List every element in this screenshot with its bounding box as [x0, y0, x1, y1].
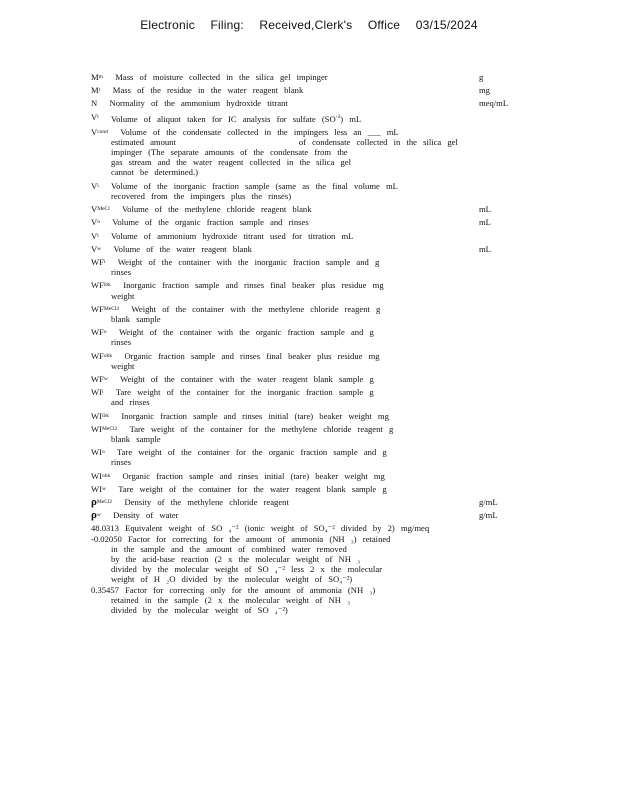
entry-description: Mass of moisture collected in the silica gel impinger	[102, 72, 328, 82]
entry-description: Weight of the container with the methylene chloride reagent g	[119, 303, 381, 314]
entry-subscript: MeCl2	[96, 498, 113, 505]
entry-unit: meq/mL	[479, 98, 509, 109]
entry-symbol: ρ	[91, 509, 97, 522]
header-electronic: Electronic	[140, 18, 195, 32]
entry-description: Density of water	[100, 510, 179, 521]
entry-continuation: gas stream and the water reagent collected in the silica gel	[111, 157, 351, 168]
entry-subscript: ibk	[101, 412, 110, 419]
entry-symbol: M	[91, 72, 99, 82]
entry-symbol: V	[91, 180, 98, 191]
entry-subscript: w	[103, 375, 108, 382]
entry-description: Volume of the organic fraction sample and rinses	[99, 217, 309, 228]
entry-subscript: ibk	[103, 282, 111, 289]
entry-subscript: m	[98, 74, 103, 80]
entry-continuation: cannot be determined.)	[111, 167, 198, 178]
entry-continuation: and rinses	[111, 397, 150, 408]
nomenclature-entry	[91, 304, 611, 314]
entry-subscript: t	[97, 113, 99, 120]
entry-subscript: o	[103, 329, 107, 336]
nomenclature-entry	[91, 181, 611, 191]
entry-subscript: i	[101, 389, 104, 396]
nomenclature-entry	[91, 510, 611, 520]
entry-subscript: i	[103, 258, 106, 265]
nomenclature-entry	[91, 231, 611, 241]
entry-subscript: obk	[103, 352, 113, 359]
entry-description: Normality of the ammonium hydroxide titrant	[97, 98, 288, 109]
entry-symbol: WI	[91, 410, 102, 421]
nomenclature-entry	[91, 484, 611, 494]
entry-symbol: WI	[91, 483, 102, 494]
entry-symbol: M	[91, 85, 99, 96]
entry-subscript: w	[101, 485, 106, 492]
entry-symbol: WF	[91, 256, 104, 267]
factor-line: -0.02050 Factor for correcting for the amount of ammonia (NH ₃) retained	[91, 533, 391, 544]
filing-header	[0, 18, 618, 32]
entry-symbol: V	[91, 230, 98, 241]
entry-symbol: WF	[91, 280, 104, 291]
entry-unit: mg	[479, 85, 490, 96]
entry-continuation: rinses	[111, 457, 132, 468]
entry-symbol: V	[91, 204, 98, 215]
entry-symbol: WI	[91, 470, 102, 481]
entry-unit: g/mL	[479, 510, 498, 521]
entry-description: Organic fraction sample and rinses final beaker plus residue mg	[112, 350, 380, 361]
nomenclature-entry	[91, 98, 611, 108]
entry-superscript: -2	[335, 113, 341, 120]
entry-symbol: V	[91, 126, 98, 137]
entry-description: Weight of the container with the organic fraction sample and g	[106, 327, 374, 338]
nomenclature-entry	[91, 85, 611, 95]
nomenclature-entry	[91, 127, 611, 137]
entry-continuation: impinger (The separate amounts of the condensate from the	[111, 147, 348, 158]
factor-line: 48.0313 Equivalent weight of SO ₄⁻² (ionic weight of SO₄⁻² divided by 2) mg/meq	[91, 523, 430, 534]
entry-description: Volume of the condensate collected in the impingers less an ___ mL	[107, 126, 399, 137]
factor-continuation: by the acid-base reaction (2 x the molecular weight of NH ₃	[111, 553, 361, 564]
entry-description: Volume of the methylene chloride reagent blank	[109, 204, 312, 215]
entry-symbol: V	[91, 111, 98, 122]
entry-continuation: rinses	[111, 337, 132, 348]
nomenclature-list	[91, 72, 611, 615]
entry-subscript: o	[97, 219, 100, 226]
entry-description: Weight of the container with the inorganic fraction sample and g	[105, 256, 380, 267]
entry-description: Inorganic fraction sample and rinses final beaker plus residue mg	[110, 280, 384, 291]
entry-description: Organic fraction sample and rinses initial (tare) beaker weight mg	[110, 470, 385, 481]
header-office: Office	[367, 18, 401, 32]
entry-continuation: weight	[111, 290, 135, 301]
factor-continuation: retained in the sample (2 x the molecular weight of NH ₃	[111, 594, 351, 605]
entry-description: Mass of the residue in the water reagent blank	[100, 85, 304, 96]
nomenclature-entry	[91, 447, 611, 457]
entry-subscript: cond	[97, 128, 108, 135]
entry-description: Tare weight of the container for the organic fraction sample and g	[104, 447, 387, 458]
entry-continuation: rinses	[111, 267, 132, 278]
entry-subscript: i	[97, 182, 99, 189]
entry-subscript: t	[97, 232, 99, 239]
entry-symbol: WF	[91, 303, 104, 314]
nomenclature-entry	[91, 411, 611, 421]
entry-symbol: V	[91, 243, 98, 254]
nomenclature-entry	[91, 351, 611, 361]
entry-continuation: weight	[111, 360, 135, 371]
entry-description: Volume of aliquot taken for IC analysis for sulfate $(SO^{-2})$ mL	[98, 113, 362, 124]
entry-symbol: WI	[91, 387, 102, 398]
nomenclature-entry	[91, 72, 611, 82]
header-received: Received,Clerk's	[259, 18, 353, 32]
nomenclature-entry	[91, 244, 611, 254]
entry-symbol: WF	[91, 327, 104, 338]
nomenclature-entry	[91, 424, 611, 434]
entry-description: Tare weight of the container for the water reagent blank sample g	[105, 483, 387, 494]
entry-subscript: o	[101, 449, 105, 456]
entry-symbol: ρ	[91, 495, 97, 508]
entry-unit: mL	[479, 217, 491, 228]
nomenclature-entry	[91, 257, 611, 267]
entry-subscript: MeCl	[97, 206, 110, 213]
entry-subscript: MeCl2	[101, 425, 118, 432]
entry-continuation: blank sample	[111, 313, 161, 324]
entry-description: Tare weight of the container for the inorganic fraction sample g	[103, 387, 374, 398]
entry-subscript: w	[97, 245, 102, 252]
entry-subscript: r	[98, 87, 101, 94]
entry-continuation: blank sample	[111, 433, 161, 444]
nomenclature-entry	[91, 327, 611, 337]
factor-line: 0.35457 Factor for correcting only for the amount of ammonia (NH ₃)	[91, 584, 376, 595]
entry-description: Volume of the inorganic fraction sample (same as the final volume mL	[98, 180, 398, 191]
entry-symbol: WI	[91, 447, 102, 458]
nomenclature-entry	[91, 471, 611, 481]
entry-unit: g/mL	[479, 496, 498, 507]
entry-symbol: N	[91, 98, 98, 109]
nomenclature-entry	[91, 387, 611, 397]
nomenclature-entry	[91, 280, 611, 290]
entry-symbol: WF	[91, 373, 104, 384]
entry-symbol: V	[91, 217, 98, 228]
header-date: 03/15/2024	[415, 18, 478, 32]
nomenclature-entry	[91, 112, 611, 124]
entry-description: Weight of the container with the water reagent blank sample g	[107, 373, 374, 384]
nomenclature-entry	[91, 497, 611, 507]
entry-subscript: MeCl2	[103, 305, 120, 312]
entry-symbol: WI	[91, 423, 102, 434]
factor-continuation: weight of H ₂O divided by the molecular weight of SO₄⁻²)	[111, 574, 353, 585]
factor-continuation: in the sample and the amount of combined water removed	[111, 543, 347, 554]
nomenclature-entry	[91, 204, 611, 214]
entry-subscript: w	[96, 512, 101, 519]
entry-description: Inorganic fraction sample and rinses initial (tare) beaker weight mg	[109, 410, 389, 421]
nomenclature-entry	[91, 217, 611, 227]
entry-unit: g	[479, 72, 484, 82]
entry-description: Volume of ammonium hydroxide titrant used for titration mL	[98, 230, 354, 241]
entry-description: Tare weight of the container for the methylene chloride reagent g	[117, 423, 394, 434]
nomenclature-entry	[91, 374, 611, 384]
header-filing: Filing:	[210, 18, 244, 32]
factor-continuation: divided by the molecular weight of SO ₄⁻² less 2 x the molecular	[111, 564, 382, 575]
entry-unit: mL	[479, 243, 491, 254]
entry-description: Density of the methylene chloride reagent	[112, 496, 289, 507]
entry-symbol: WF	[91, 350, 104, 361]
factor-continuation: divided by the molecular weight of SO ₄⁻²)	[111, 605, 288, 615]
entry-continuation: recovered from the impingers plus the rinses)	[111, 190, 292, 201]
entry-subscript: obk	[101, 472, 111, 479]
entry-unit: mL	[479, 204, 491, 215]
entry-continuation: estimated amount of condensate collected in the silica gel	[111, 136, 458, 147]
entry-description: Volume of the water reagent blank	[101, 243, 252, 254]
